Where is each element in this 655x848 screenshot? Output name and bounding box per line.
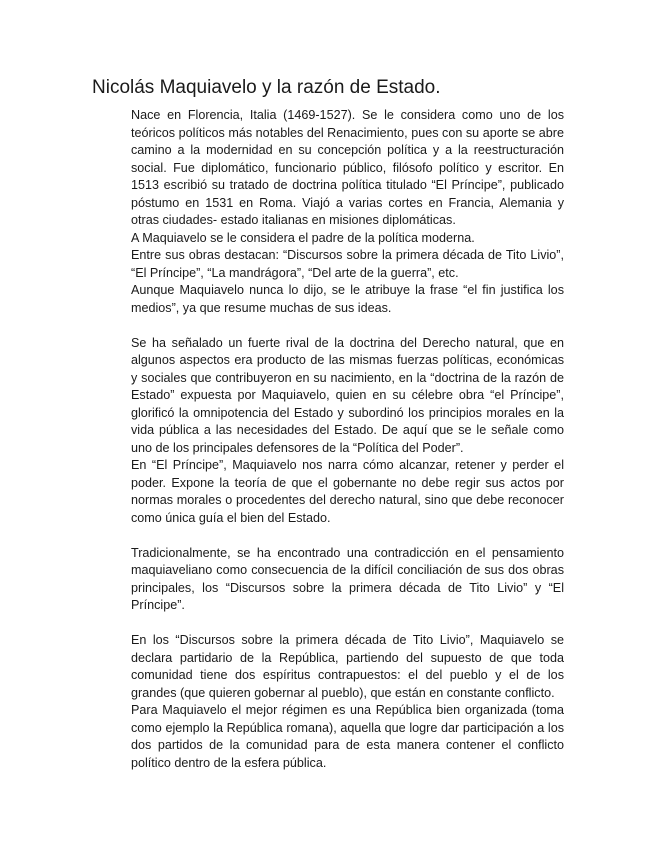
paragraph-reason-of-state: Se ha señalado un fuerte rival de la doctrina del Derecho natural, que en algunos aspectos era producto de las mismas fuerzas políticas, económicas y sociales que contribuyeron en su nacimiento, en la “doctrina de la razón de Estado” expuesta por Maquiavelo, quien en su célebre obra “el Príncipe”, glorificó la omnipotencia del Estado y subordinó los principios morales en la vida pública a las necesidades del Estado. De aquí que se le señale como uno de los principales defensores de la “Política del Poder”.: [131, 335, 564, 455]
paragraph-the-prince: En “El Príncipe”, Maquiavelo nos narra cómo alcanzar, retener y perder el poder. Expone la teoría de que el gobernante no debe regir sus actos por normas morales o procedentes del derecho natural, sino que debe reconocer como única guía el bien del Estado.: [131, 458, 564, 525]
paragraph-father-of-politics: A Maquiavelo se le considera el padre de la política moderna.: [131, 230, 475, 245]
paragraph-biography: Nace en Florencia, Italia (1469-1527). Se le considera como uno de los teóricos políticos más notables del Renacimiento, pues con su aporte se abre camino a la modernidad en su concepción política y a la reestructuración social. Fue diplomático, funcionario público, filósofo político y escritor. En 1513 escribió su tratado de doctrina política titulado “El Príncipe”, publicado póstumo en 1531 en Roma. Viajó a varias cortes en Francia, Alemania y otras ciudades- estado italianas en misiones diplomáticas.: [131, 108, 564, 227]
paragraph-best-regime: Para Maquiavelo el mejor régimen es una República bien organizada (toma como ejemplo la República romana), aquella que logre dar participación a los dos partidos de la comunidad para de esta manera contener el conflicto político dentro de la esfera pública.: [131, 703, 564, 770]
paragraph-spacer: [131, 615, 564, 633]
document-body: [131, 107, 564, 772]
paragraph-famous-phrase: Aunque Maquiavelo nunca lo dijo, se le atribuye la frase “el fin justifica los medios”, ya que resume muchas de sus ideas.: [131, 283, 564, 315]
paragraph-works: Entre sus obras destacan: “Discursos sobre la primera década de Tito Livio”, “El Príncipe”, “La mandrágora”, “Del arte de la guerra”, etc.: [131, 248, 564, 280]
paragraph-spacer: [131, 317, 564, 335]
paragraph-contradiction: Tradicionalmente, se ha encontrado una contradicción en el pensamiento maquiaveliano como consecuencia de la difícil conciliación de sus dos obras principales, los “Discursos sobre la primera década de Tito Livio” y “El Príncipe”.: [131, 545, 564, 612]
document-title: Nicolás Maquiavelo y la razón de Estado.: [92, 77, 441, 98]
paragraph-spacer: [131, 527, 564, 545]
paragraph-discourses: En los “Discursos sobre la primera década de Tito Livio”, Maquiavelo se declara partidario de la República, partiendo del supuesto de que toda comunidad tiene dos espíritus contrapuestos: el del pueblo y el de los grandes (que quieren gobernar al pueblo), que están en constante conflicto.: [131, 633, 564, 700]
